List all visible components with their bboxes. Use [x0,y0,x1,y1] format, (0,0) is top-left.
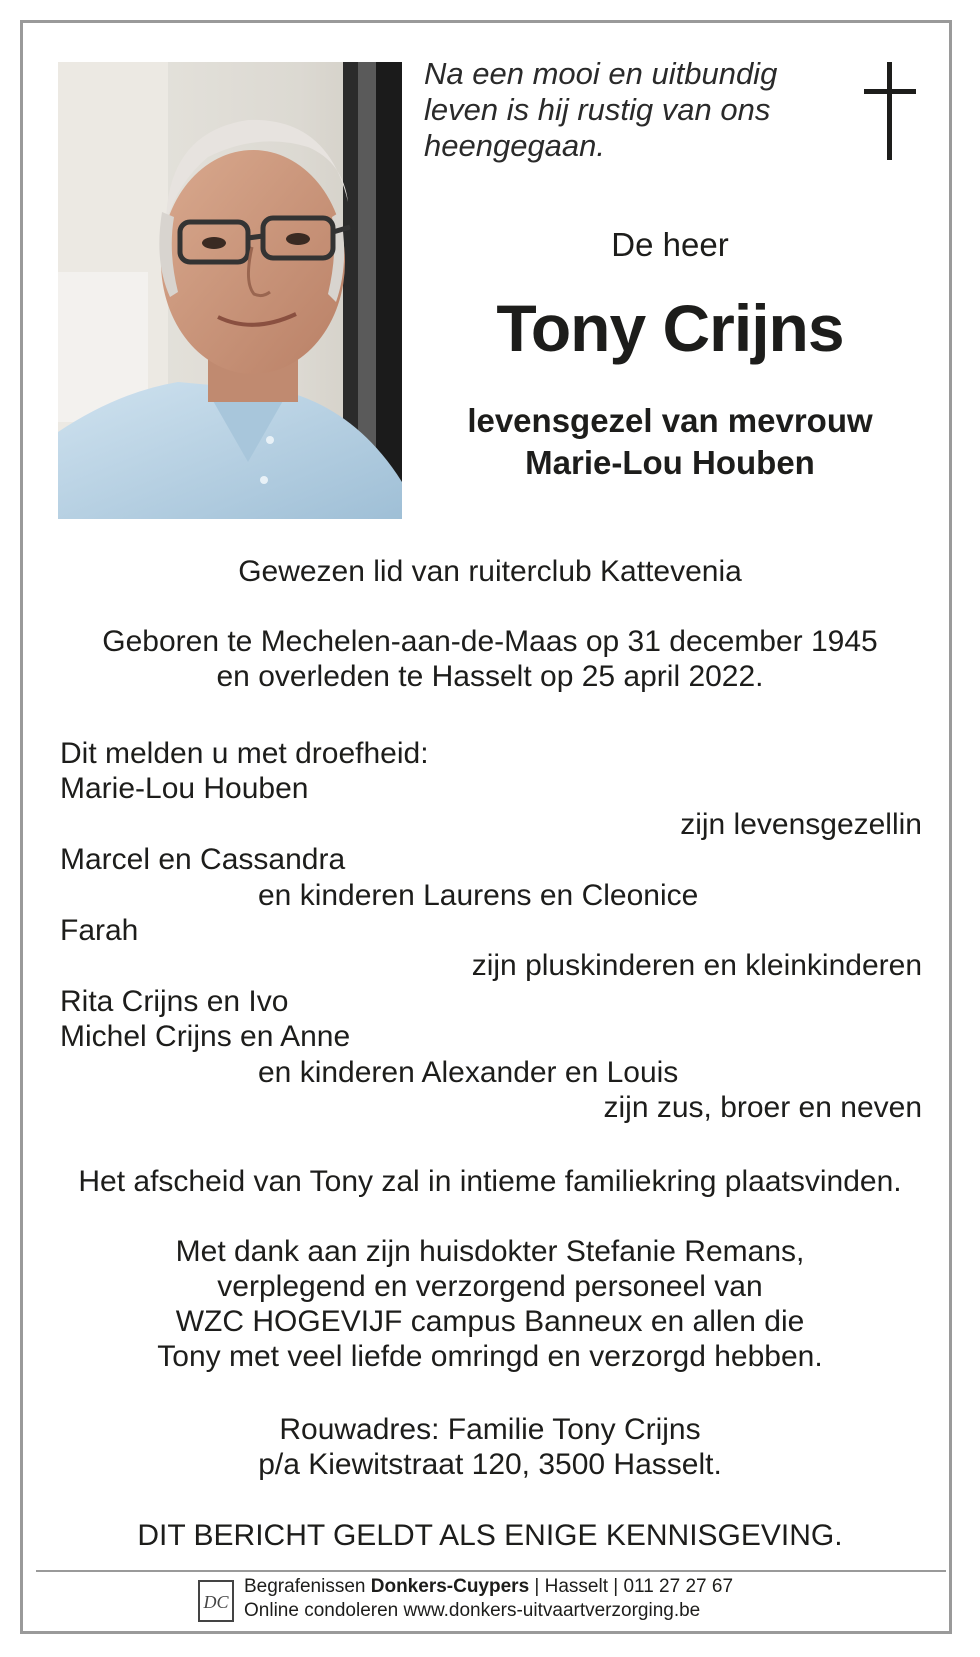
latin-cross-icon [860,62,920,160]
mourner-line: Farah [60,913,139,947]
footer-company: Donkers-Cuypers [370,1576,530,1597]
address-line: Rouwadres: Familie Tony Crijns [279,1413,701,1446]
funeral-home-logo-icon [198,1580,234,1622]
thanks-line: WZC HOGEVIJF campus Banneux en allen die [175,1305,805,1338]
address-block [30,1412,950,1482]
closing-line: DIT BERICHT GELDT ALS ENIGE KENNISGEVING. [137,1519,843,1552]
thanks-line: verplegend en verzorgend personeel van [217,1270,763,1303]
mourner-line: Marcel en Cassandra [60,843,346,877]
mourner-relation: zijn levensgezellin [680,807,922,841]
poem-line: Na een mooi en uitbundig [424,56,778,91]
poem-line: leven is hij rustig van ons [424,92,771,127]
relation-line: levensgezel van mevrouw [467,402,873,439]
relation-block [420,400,920,484]
relation-line: Marie-Lou Houben [525,444,815,481]
mourners-list [60,736,922,1125]
mourner-line: Marie-Lou Houben [60,772,309,806]
deceased-name: Tony Crijns [496,291,844,365]
farewell-line: Het afscheid van Tony zal in intieme familiekring plaatsvinden. [78,1165,902,1198]
poem [424,56,777,164]
footer-divider [36,1570,946,1572]
mourner-line: Rita Crijns en Ivo [60,984,289,1018]
footer-text [244,1575,733,1623]
portrait-photo [58,62,402,519]
mourner-line: Michel Crijns en Anne [60,1020,351,1054]
mourner-relation: zijn pluskinderen en kleinkinderen [471,949,922,983]
svg-text:DC: DC [203,1592,229,1612]
footer-online-link[interactable]: Online condoleren www.donkers-uitvaartverzorging.be [244,1600,701,1621]
death-line: en overleden te Hasselt op 25 april 2022. [216,660,764,693]
footer-company-line [244,1575,733,1599]
mourners-intro: Dit melden u met droefheid: [60,737,429,770]
footer-details: | Hasselt | 011 27 27 67 [529,1576,734,1597]
birth-line: Geboren te Mechelen-aan-de-Maas op 31 december 1945 [102,625,878,658]
birth-death-block [30,624,950,694]
address-line: p/a Kiewitstraat 120, 3500 Hasselt. [258,1448,722,1481]
membership-line: Gewezen lid van ruiterclub Kattevenia [238,555,742,588]
thanks-line: Tony met veel liefde omringd en verzorgd hebben. [157,1340,823,1373]
footer-prefix: Begrafenissen [244,1576,371,1597]
thanks-block [30,1234,950,1374]
thanks-line: Met dank aan zijn huisdokter Stefanie Remans, [175,1235,805,1268]
honorific-title: De heer [611,226,729,263]
mourner-line: en kinderen Alexander en Louis [258,1055,679,1089]
mourner-relation: zijn zus, broer en neven [603,1090,922,1124]
poem-line: heengegaan. [424,128,606,163]
mourner-line: en kinderen Laurens en Cleonice [258,878,699,912]
